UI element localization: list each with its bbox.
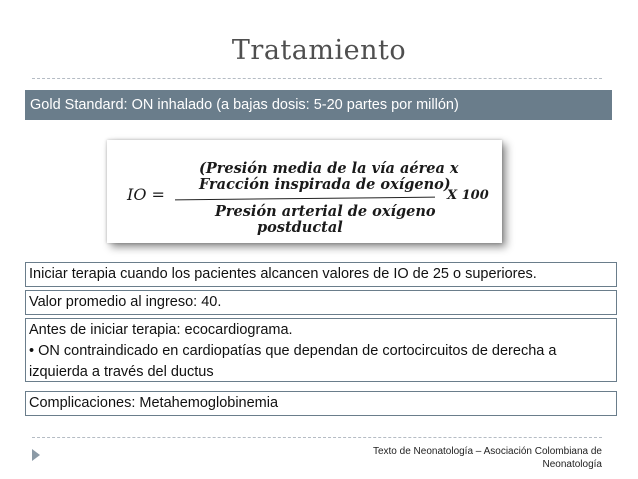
footer-citation <box>330 445 602 471</box>
average-value-box: Valor promedio al ingreso: 40. <box>25 290 617 315</box>
footer-divider <box>32 437 602 438</box>
before-therapy-line1: Antes de iniciar terapia: ecocardiograma. <box>29 322 293 338</box>
therapy-start-box: Iniciar terapia cuando los pacientes alcancen valores de IO de 25 o superiores. <box>25 262 617 287</box>
formula-numerator-line1: (Presión media de la vía aérea x <box>199 160 459 177</box>
footer-citation-line2: Neonatología <box>542 459 602 470</box>
complications-box: Complicaciones: Metahemoglobinemia <box>25 391 617 416</box>
title-divider <box>32 78 602 79</box>
footer-citation-line1: Texto de Neonatología – Asociación Colombiana de <box>372 446 602 457</box>
formula-denominator-line2: postductal <box>257 219 343 236</box>
formula-fraction-bar <box>175 197 435 201</box>
formula-lhs: IO = <box>127 185 165 204</box>
slide-title: Tratamiento <box>231 35 407 66</box>
gold-standard-banner: Gold Standard: ON inhalado (a bajas dosis: 5-20 partes por millón) <box>25 90 612 120</box>
contraindication-bullet: • ON contraindicado en cardiopatías que dependan de cortocircuitos de derecha a izquierda a través del ductus <box>29 343 557 380</box>
oxygenation-index-formula <box>107 140 502 243</box>
formula-multiplier: X 100 <box>447 188 489 203</box>
footer-arrow-icon <box>32 449 40 461</box>
formula-numerator-line2: Fracción inspirada de oxígeno) <box>199 176 451 193</box>
formula-denominator-line1: Presión arterial de oxígeno <box>215 203 436 220</box>
before-therapy-box <box>25 318 617 382</box>
